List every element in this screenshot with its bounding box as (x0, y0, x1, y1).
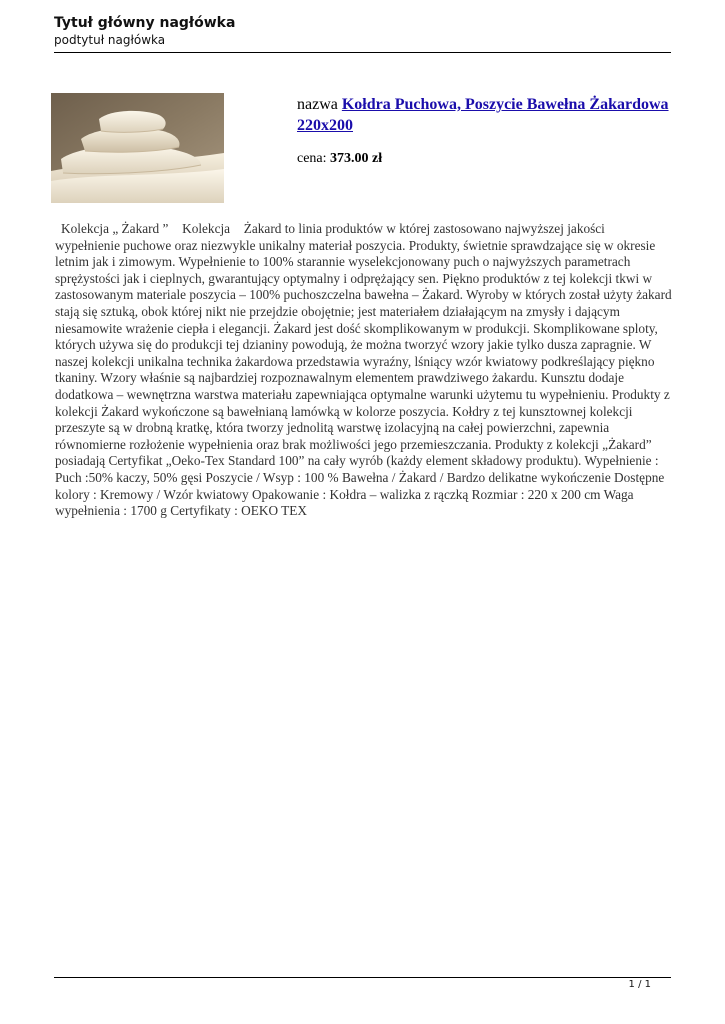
product-description: Kolekcja „ Żakard ”  Kolekcja  Żakard to linia produktów w której zastosowano najwyższej jakości wypełnienie puchowe oraz niezwykle unikalny materiał poszycia. Produkty, świetnie sprawdzające się w okresie letnim jak i zimowym. Wypełnienie to 100% starannie wyselekcjonowany puch o najwyższych parametrach sprężystości jak i cieplnych, gwarantujący optymalny i odprężający sen. Piękno produktów z tej kolekcji tkwi w zastosowanym materiale poszycia – 100% puchoszczelna bawełna – Żakard. Wyroby w których został użyty żakard stają się sztuką, obok której nikt nie przejdzie obojętnie; jest materiałem działającym na zmysły i dającym niesamowite wrażenie ciepła i elegancji. Żakard jest dość skomplikowanym w produkcji. Skomplikowane sploty, których używa się do produkcji tej dzianiny powodują, że można tworzyć wzory jakie tylko dusza zapragnie. W naszej kolekcji unikalna technika żakardowa przedstawia wyraźny, lśniący wzór kwiatowy podkreślający piękno tkaniny. Wzory właśnie są najbardziej rozpoznawalnym elementem prawdziwego żakardu. Kunsztu dodaje dodatkowa – wewnętrzna warstwa materiału zapewniająca optymalne warunki użytemu tu wypełnieniu. Produkty z kolekcji Żakard wykończone są bawełnianą lamówką w kolorze poszycia. Kołdry z tej kunsztownej kolekcji przeszyte są w drobną kratkę, która tworzy jednolitą warstwę izolacyjną na całej powierzchni, zapewnia równomierne rozłożenie wypełnienia oraz brak możliwości jego przemieszczania. Produkty z kolekcji „Żakard” posiadają Certyfikat „Oeko-Tex Standard 100” na cały wyrób (każdy element składowy produktu). Wypełnienie : Puch :50% kaczy, 50% gęsi Poszycie / Wsyp : 100 % Bawełna / Żakard / Bardzo delikatne wykończenie Dostępne kolory : Kremowy / Wzór kwiatowy Opakowanie : Kołdra – walizka z rączką Rozmiar : 220 x 200 cm Waga wypełnienia : 1700 g Certyfikaty : OEKO TEX (55, 221, 672, 519)
price-value: 373.00 zł (330, 151, 383, 166)
page-header (54, 14, 671, 48)
name-label: nazwa (297, 96, 342, 113)
product-image (51, 93, 224, 203)
product-info (297, 94, 677, 168)
header-divider (54, 52, 671, 53)
page-number: 1 / 1 (628, 979, 651, 990)
price-label: cena: (297, 151, 331, 166)
footer-divider (54, 977, 671, 978)
product-name-link[interactable]: Kołdra Puchowa, Poszycie Bawełna Żakardowa 220x200 (297, 96, 669, 134)
header-subtitle: podtytuł nagłówka (54, 33, 166, 47)
product-price (297, 150, 677, 168)
header-title: Tytuł główny nagłówka (54, 15, 236, 31)
product-name (297, 94, 677, 136)
